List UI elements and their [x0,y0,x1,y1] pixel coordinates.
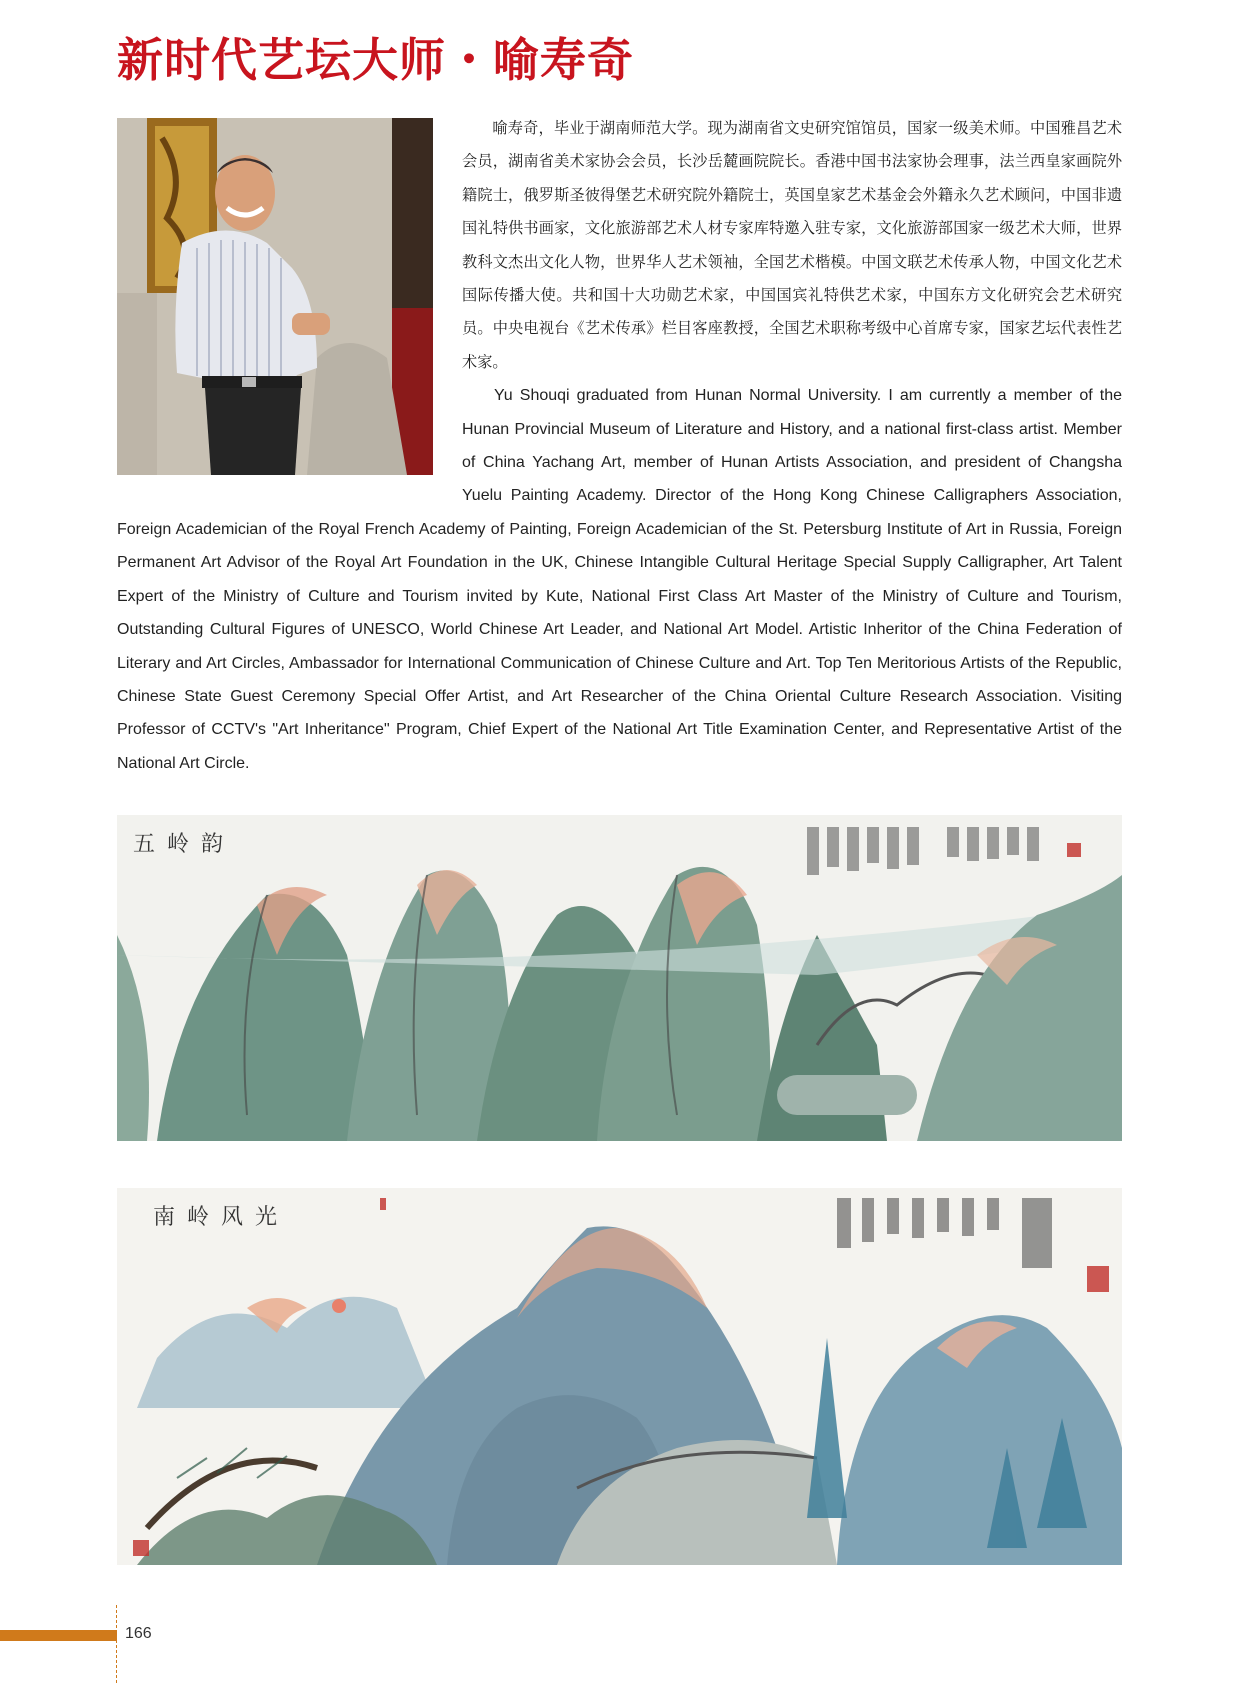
footer-dashed-line [116,1605,117,1683]
footer-accent-bar [0,1630,117,1641]
page-number: 166 [125,1625,152,1642]
painting-nanling [117,1188,1122,1565]
painting-title-nanling: 南岭风光 [153,1205,290,1230]
bio-chinese: 喻寿奇，毕业于湖南师范大学。现为湖南省文史研究馆馆员，国家一级美术师。中国雅昌艺术会员，湖南省美术家协会会员，长沙岳麓画院院长。香港中国书法家协会理事，法兰西皇家画院外籍院士，俄罗斯圣彼得堡艺术研究院外籍院士，英国皇家艺术基金会外籍永久艺术顾问，中国非遗国礼特供书画家，文化旅游部艺术人材专家库特邀入驻专家，文化旅游部国家一级艺术大师，世界教科文杰出文化人物，世界华人艺术领袖，全国艺术楷模。中国文联艺术传承人物，中国文化艺术国际传播大使。共和国十大功勋艺术家，中国国宾礼特供艺术家，中国东方文化研究会艺术研究员。中央电视台《艺术传承》栏目客座教授，全国艺术职称考级中心首席专家，国家艺坛代表性艺术家。 [462,119,1122,371]
page-title: 新时代艺坛大师・喻寿奇 [117,33,634,87]
painting-title-wuling: 五岭韵 [133,832,236,857]
painting-wuling [117,815,1122,1141]
bio-english: Yu Shouqi graduated from Hunan Normal University. I am currently a member of the Hunan Provincial Museum of Literature and History, and a national first-class artist. Member of China Yachang Art, member of Hunan Artists Association, and president of Changsha Yuelu Painting Academy. Director of the Hong Kong Chinese Calligraphers Association, Foreign Academician of the Royal French Academy of Painting, Foreign Academician of the St. Petersburg Institute of Art in Russia, Foreign Permanent Art Advisor of the Royal Art Foundation in the UK, Chinese Intangible Cultural Heritage Special Supply Calligrapher, Art Talent Expert of the Ministry of Culture and Tourism invited by Kute, National First Class Art Master of the Ministry of Culture and Tourism, Outstanding Cultural Figures of UNESCO, World Chinese Art Leader, and National Art Model. Artistic Inheritor of the China Federation of Literary and Art Circles, Ambassador for International Communication of Chinese Culture and Art. Top Ten Meritorious Artists of the Republic, Chinese State Guest Ceremony Special Offer Artist, and Art Researcher of the China Oriental Culture Research Association. Visiting Professor of CCTV's "Art Inheritance" Program, Chief Expert of the National Art Title Examination Center, and Representative Artist of the National Art Circle. [117,387,1122,772]
biography [117,112,1122,780]
